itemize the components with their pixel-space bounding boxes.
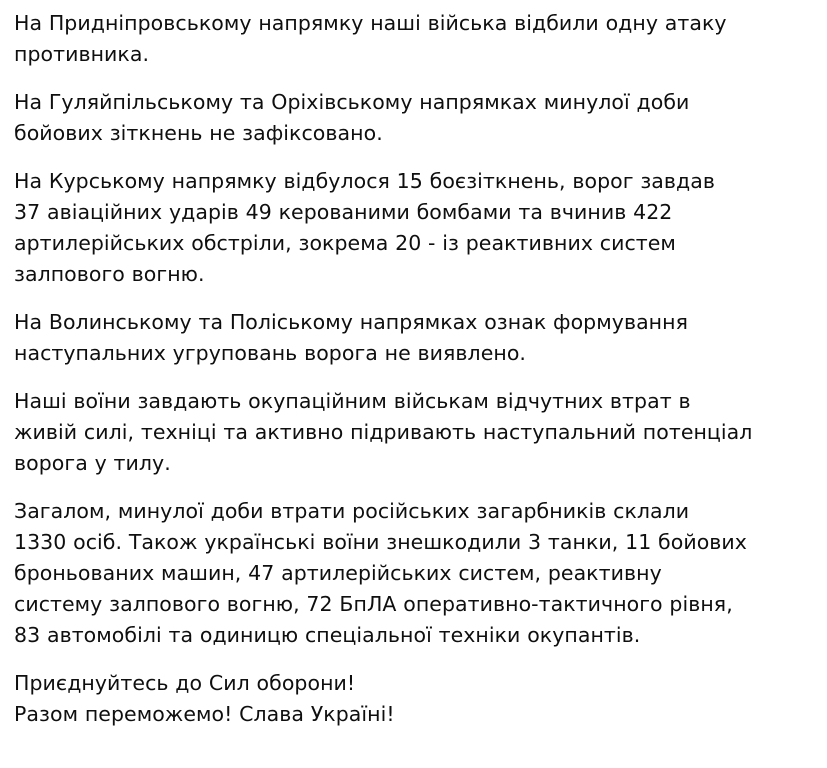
paragraph-line: Наші воїни завдають окупаційним військам відчутних втрат в: [14, 389, 691, 413]
paragraph-total-losses: [14, 496, 805, 651]
paragraph-line: 1330 осіб. Також українські воїни знешкодили 3 танки, 11 бойових: [14, 530, 747, 554]
paragraph-line: наступальних угруповань ворога не виявлено.: [14, 341, 526, 365]
paragraph-closing-call: [14, 668, 805, 730]
paragraph-line: броньованих машин, 47 артилерійських систем, реактивну: [14, 561, 662, 585]
paragraph-line: Загалом, минулої доби втрати російських загарбників склали: [14, 499, 690, 523]
paragraph-line: артилерійських обстріли, зокрема 20 - із реактивних систем: [14, 231, 676, 255]
paragraph-volynske-poliske: [14, 307, 805, 369]
paragraph-losses-inflicted: [14, 386, 805, 479]
paragraph-line: ворога у тилу.: [14, 451, 171, 475]
closing-line-victory: Разом переможемо! Слава Україні!: [14, 702, 395, 726]
paragraph-line: На Курському напрямку відбулося 15 боєзіткнень, ворог завдав: [14, 169, 715, 193]
paragraph-huliaipilske-orikhivske: [14, 87, 805, 149]
paragraph-line: залпового вогню.: [14, 262, 205, 286]
paragraph-line: 83 автомобілі та одиницю спеціальної техніки окупантів.: [14, 623, 641, 647]
closing-line-join: Приєднуйтесь до Сил оборони!: [14, 671, 356, 695]
paragraph-line: живій силі, техніці та активно підривають наступальний потенціал: [14, 420, 753, 444]
paragraph-line: На Гуляйпільському та Оріхівському напрямках минулої доби: [14, 90, 690, 114]
paragraph-line: противника.: [14, 42, 150, 66]
paragraph-line: 37 авіаційних ударів 49 керованими бомбами та вчинив 422: [14, 200, 673, 224]
paragraph-kurske: [14, 166, 805, 290]
paragraph-line: бойових зіткнень не зафіксовано.: [14, 121, 383, 145]
paragraph-line: систему залпового вогню, 72 БпЛА оперативно-тактичного рівня,: [14, 592, 733, 616]
paragraph-prydniprovske: [14, 8, 805, 70]
paragraph-line: На Придніпровському напрямку наші війська відбили одну атаку: [14, 11, 727, 35]
paragraph-line: На Волинському та Поліському напрямках ознак формування: [14, 310, 688, 334]
